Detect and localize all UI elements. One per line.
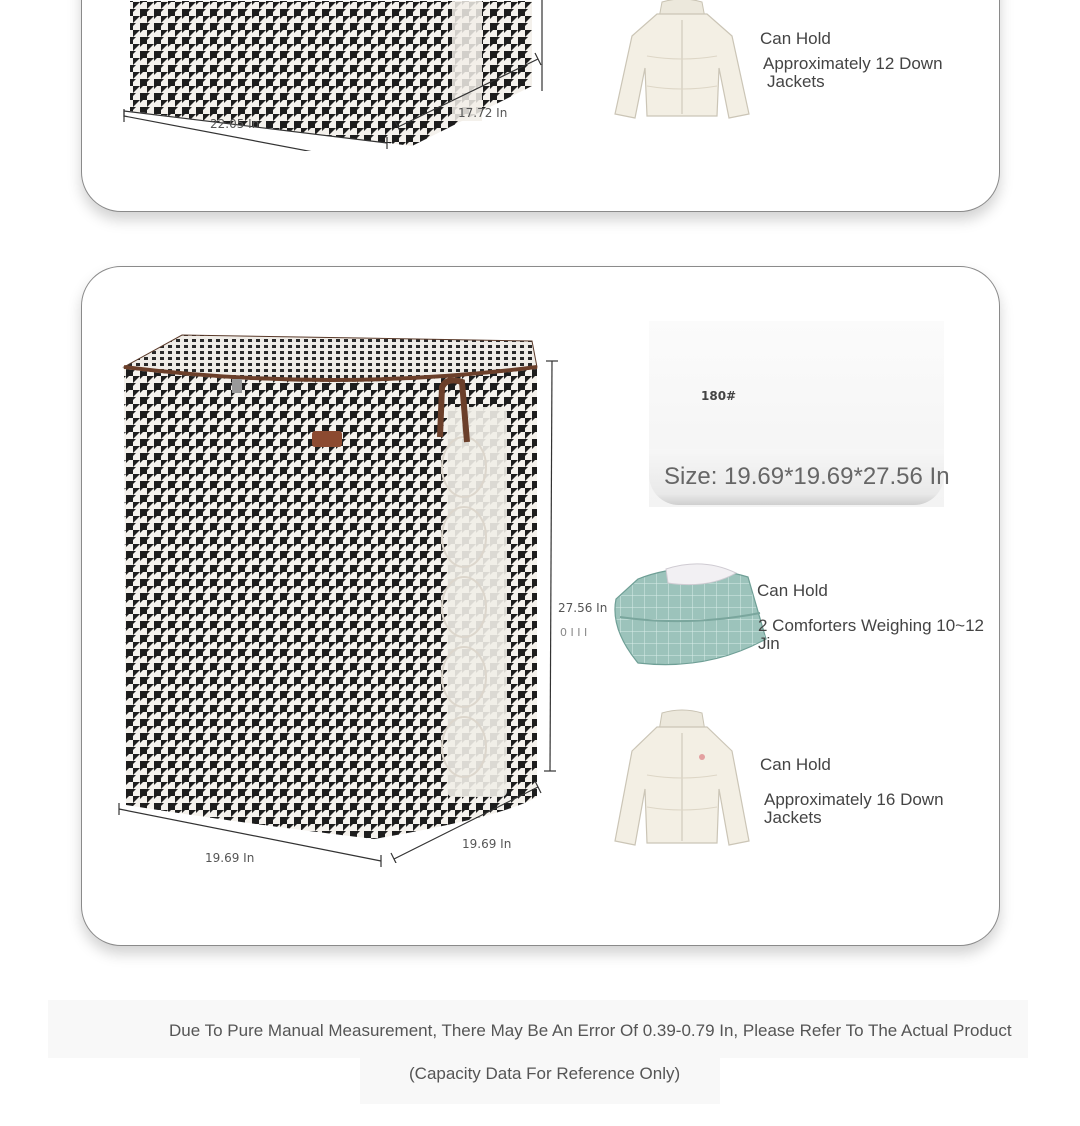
hold2-desc: Approximately 16 Down Jackets bbox=[764, 790, 944, 827]
hold-desc-line1: Approximately 12 Down bbox=[763, 54, 943, 73]
capacity-badge: 180# bbox=[701, 389, 737, 403]
width-label: 19.69 In bbox=[205, 851, 255, 865]
width-label: 22.05 In bbox=[210, 117, 260, 131]
down-jacket-icon bbox=[607, 0, 757, 124]
product-card-large bbox=[81, 266, 1000, 946]
height-label: 27.56 In bbox=[558, 601, 608, 615]
height-dim-svg bbox=[542, 359, 562, 775]
hold-title: Can Hold bbox=[760, 29, 831, 48]
size-text: Size: 19.69*19.69*27.56 In bbox=[664, 463, 950, 490]
hold2-title: Can Hold bbox=[760, 755, 831, 774]
hold-desc-line2: Jackets bbox=[767, 72, 825, 91]
box-window bbox=[447, 407, 507, 797]
faint-glyphs bbox=[560, 625, 604, 639]
capacity-note: (Capacity Data For Reference Only) bbox=[409, 1064, 681, 1083]
measurement-note: Due To Pure Manual Measurement, There May Be An Error Of 0.39-0.79 In, Please Refer To The Actual Product bbox=[169, 1021, 1012, 1040]
faint-glyph-text: 0 I I I bbox=[560, 626, 588, 639]
storage-box-image bbox=[112, 327, 552, 857]
comforter-icon bbox=[608, 559, 768, 675]
depth-label: 17.72 In bbox=[458, 106, 508, 120]
down-jacket-icon bbox=[607, 707, 757, 851]
brand-tag bbox=[312, 431, 342, 447]
depth-label: 19.69 In bbox=[462, 837, 512, 851]
hold1-desc: 2 Comforters Weighing 10~12 Jin bbox=[758, 616, 985, 653]
hold1-title: Can Hold bbox=[757, 581, 828, 600]
zipper-pull bbox=[232, 379, 242, 393]
product-card-small bbox=[81, 0, 1000, 212]
